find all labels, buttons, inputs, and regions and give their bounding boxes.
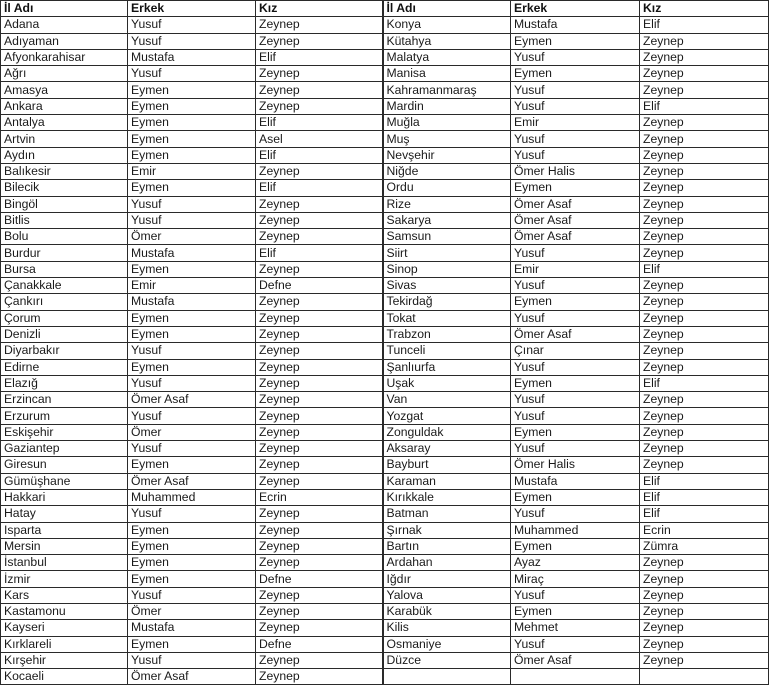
boy-name-cell: Mustafa <box>128 620 256 636</box>
province-cell: Bartın <box>383 538 511 554</box>
province-cell: Batman <box>383 506 511 522</box>
boy-name-cell: Miraç <box>511 571 640 587</box>
province-cell: Uşak <box>383 375 511 391</box>
girl-name-cell: Defne <box>256 278 383 294</box>
boy-name-cell: Eymen <box>128 457 256 473</box>
boy-name-cell: Eymen <box>128 636 256 652</box>
table-row <box>1 261 769 277</box>
table-row <box>1 196 769 212</box>
boy-name-cell: Yusuf <box>511 441 640 457</box>
boy-name-cell: Mustafa <box>511 473 640 489</box>
province-cell: Ağrı <box>1 66 128 82</box>
table-row <box>1 98 769 114</box>
table-row <box>1 473 769 489</box>
boy-name-cell: Yusuf <box>511 408 640 424</box>
girl-name-cell: Zeynep <box>640 343 769 359</box>
table-row <box>1 147 769 163</box>
girl-name-cell: Zeynep <box>640 115 769 131</box>
boy-name-cell: Yusuf <box>511 49 640 65</box>
province-cell: Elazığ <box>1 375 128 391</box>
province-cell: Ordu <box>383 180 511 196</box>
girl-name-cell: Zeynep <box>640 620 769 636</box>
province-cell: İstanbul <box>1 555 128 571</box>
province-cell: Samsun <box>383 229 511 245</box>
boy-name-cell: Yusuf <box>128 587 256 603</box>
province-cell: Afyonkarahisar <box>1 49 128 65</box>
boy-name-cell: Ömer Asaf <box>511 326 640 342</box>
province-cell: Edirne <box>1 359 128 375</box>
girl-name-cell: Zeynep <box>256 229 383 245</box>
province-cell: Kırklareli <box>1 636 128 652</box>
province-cell: Isparta <box>1 522 128 538</box>
girl-name-cell: Zümra <box>640 538 769 554</box>
table-row <box>1 163 769 179</box>
province-cell: Rize <box>383 196 511 212</box>
girl-name-cell: Elif <box>256 115 383 131</box>
boy-name-cell: Ömer <box>128 424 256 440</box>
boy-name-cell: Yusuf <box>511 131 640 147</box>
girl-name-cell: Elif <box>256 49 383 65</box>
table-row <box>1 571 769 587</box>
girl-name-cell: Elif <box>640 17 769 33</box>
girl-name-cell: Zeynep <box>256 441 383 457</box>
header-girl-right: Kız <box>640 1 769 17</box>
header-row <box>1 1 769 17</box>
girl-name-cell: Zeynep <box>640 147 769 163</box>
boy-name-cell: Emir <box>128 163 256 179</box>
boy-name-cell: Yusuf <box>128 33 256 49</box>
table-row <box>1 603 769 619</box>
province-cell: Hatay <box>1 506 128 522</box>
province-cell: Bayburt <box>383 457 511 473</box>
boy-name-cell: Eymen <box>511 33 640 49</box>
boy-name-cell: Mustafa <box>128 245 256 261</box>
girl-name-cell: Zeynep <box>640 229 769 245</box>
boy-name-cell: Eymen <box>128 538 256 554</box>
girl-name-cell <box>640 669 769 685</box>
girl-name-cell: Zeynep <box>256 392 383 408</box>
table-row <box>1 522 769 538</box>
province-cell: Antalya <box>1 115 128 131</box>
girl-name-cell: Zeynep <box>640 294 769 310</box>
boy-name-cell: Emir <box>511 115 640 131</box>
province-cell: Bilecik <box>1 180 128 196</box>
girl-name-cell: Zeynep <box>256 506 383 522</box>
girl-name-cell: Zeynep <box>640 408 769 424</box>
boy-name-cell: Mustafa <box>128 49 256 65</box>
boy-name-cell: Yusuf <box>511 147 640 163</box>
girl-name-cell: Zeynep <box>640 359 769 375</box>
girl-name-cell: Zeynep <box>640 49 769 65</box>
girl-name-cell: Zeynep <box>256 82 383 98</box>
girl-name-cell: Zeynep <box>256 17 383 33</box>
boy-name-cell: Yusuf <box>128 343 256 359</box>
table-row <box>1 294 769 310</box>
girl-name-cell: Zeynep <box>256 33 383 49</box>
girl-name-cell: Zeynep <box>640 587 769 603</box>
boy-name-cell: Mustafa <box>128 294 256 310</box>
table-row <box>1 49 769 65</box>
province-cell: Kilis <box>383 620 511 636</box>
girl-name-cell: Elif <box>640 506 769 522</box>
province-cell: Kocaeli <box>1 669 128 685</box>
girl-name-cell: Zeynep <box>640 66 769 82</box>
province-cell <box>383 669 511 685</box>
province-cell: Balıkesir <box>1 163 128 179</box>
girl-name-cell: Zeynep <box>640 571 769 587</box>
table-row <box>1 441 769 457</box>
table-row <box>1 636 769 652</box>
header-province-left: İl Adı <box>1 1 128 17</box>
province-cell: Giresun <box>1 457 128 473</box>
girl-name-cell: Zeynep <box>256 343 383 359</box>
province-cell: Bolu <box>1 229 128 245</box>
table-row <box>1 457 769 473</box>
boy-name-cell: Eymen <box>128 359 256 375</box>
header-province-right: İl Adı <box>383 1 511 17</box>
boy-name-cell: Eymen <box>128 310 256 326</box>
table-row <box>1 408 769 424</box>
girl-name-cell: Zeynep <box>256 163 383 179</box>
province-cell: Sinop <box>383 261 511 277</box>
province-cell: Kars <box>1 587 128 603</box>
boy-name-cell: Mustafa <box>511 17 640 33</box>
province-cell: Muğla <box>383 115 511 131</box>
province-cell: Şanlıurfa <box>383 359 511 375</box>
table-row <box>1 392 769 408</box>
girl-name-cell: Zeynep <box>640 180 769 196</box>
boy-name-cell: Yusuf <box>511 310 640 326</box>
girl-name-cell: Zeynep <box>640 33 769 49</box>
girl-name-cell: Zeynep <box>256 555 383 571</box>
girl-name-cell: Zeynep <box>640 424 769 440</box>
boy-name-cell: Mehmet <box>511 620 640 636</box>
province-cell: Bingöl <box>1 196 128 212</box>
table-row <box>1 375 769 391</box>
boy-name-cell: Ömer <box>128 603 256 619</box>
girl-name-cell: Elif <box>256 147 383 163</box>
province-cell: Mersin <box>1 538 128 554</box>
boy-name-cell: Yusuf <box>128 375 256 391</box>
province-cell: Erzincan <box>1 392 128 408</box>
table-row <box>1 669 769 685</box>
table-row <box>1 33 769 49</box>
header-boy-left: Erkek <box>128 1 256 17</box>
boy-name-cell: Eymen <box>128 131 256 147</box>
header-boy-right: Erkek <box>511 1 640 17</box>
boy-name-cell: Eymen <box>511 489 640 505</box>
boy-name-cell: Eymen <box>128 326 256 342</box>
province-cell: Trabzon <box>383 326 511 342</box>
province-cell: Gaziantep <box>1 441 128 457</box>
boy-name-cell: Eymen <box>128 147 256 163</box>
girl-name-cell: Ecrin <box>640 522 769 538</box>
province-cell: Sivas <box>383 278 511 294</box>
girl-name-cell: Zeynep <box>640 326 769 342</box>
table-row <box>1 555 769 571</box>
boy-name-cell: Yusuf <box>511 587 640 603</box>
province-cell: Aksaray <box>383 441 511 457</box>
girl-name-cell: Zeynep <box>640 131 769 147</box>
province-cell: Bursa <box>1 261 128 277</box>
province-cell: Düzce <box>383 652 511 668</box>
boy-name-cell: Emir <box>128 278 256 294</box>
table-row <box>1 652 769 668</box>
province-cell: Adıyaman <box>1 33 128 49</box>
girl-name-cell: Zeynep <box>256 587 383 603</box>
province-cell: Çanakkale <box>1 278 128 294</box>
province-cell: Kütahya <box>383 33 511 49</box>
girl-name-cell: Zeynep <box>256 424 383 440</box>
boy-name-cell: Eymen <box>128 522 256 538</box>
table-row <box>1 587 769 603</box>
province-cell: Yozgat <box>383 408 511 424</box>
girl-name-cell: Zeynep <box>256 359 383 375</box>
girl-name-cell: Zeynep <box>256 310 383 326</box>
girl-name-cell: Elif <box>640 98 769 114</box>
girl-name-cell: Zeynep <box>256 408 383 424</box>
province-cell: Burdur <box>1 245 128 261</box>
boy-name-cell: Yusuf <box>128 652 256 668</box>
boy-name-cell: Ömer <box>128 229 256 245</box>
province-cell: Niğde <box>383 163 511 179</box>
province-cell: Çorum <box>1 310 128 326</box>
province-cell: Osmaniye <box>383 636 511 652</box>
boy-name-cell: Eymen <box>511 538 640 554</box>
girl-name-cell: Zeynep <box>256 652 383 668</box>
girl-name-cell: Zeynep <box>640 82 769 98</box>
boy-name-cell: Yusuf <box>511 278 640 294</box>
girl-name-cell: Elif <box>640 473 769 489</box>
boy-name-cell: Eymen <box>128 261 256 277</box>
girl-name-cell: Zeynep <box>640 457 769 473</box>
table-row <box>1 131 769 147</box>
girl-name-cell: Zeynep <box>256 66 383 82</box>
province-cell: Erzurum <box>1 408 128 424</box>
girl-name-cell: Zeynep <box>256 522 383 538</box>
girl-name-cell: Zeynep <box>640 652 769 668</box>
province-cell: Hakkari <box>1 489 128 505</box>
province-cell: Yalova <box>383 587 511 603</box>
province-cell: İzmir <box>1 571 128 587</box>
boy-name-cell: Yusuf <box>128 17 256 33</box>
province-cell: Ardahan <box>383 555 511 571</box>
province-cell: Tunceli <box>383 343 511 359</box>
province-cell: Konya <box>383 17 511 33</box>
boy-name-cell: Yusuf <box>511 506 640 522</box>
girl-name-cell: Elif <box>640 489 769 505</box>
province-cell: Şırnak <box>383 522 511 538</box>
table-row <box>1 115 769 131</box>
girl-name-cell: Elif <box>640 261 769 277</box>
boy-name-cell: Muhammed <box>128 489 256 505</box>
boy-name-cell: Yusuf <box>128 196 256 212</box>
table-body <box>1 17 769 685</box>
table-row <box>1 359 769 375</box>
girl-name-cell: Defne <box>256 571 383 587</box>
table-row <box>1 506 769 522</box>
table-row <box>1 538 769 554</box>
boy-name-cell: Ömer Halis <box>511 457 640 473</box>
girl-name-cell: Zeynep <box>256 294 383 310</box>
boy-name-cell: Ömer Halis <box>511 163 640 179</box>
girl-name-cell: Ecrin <box>256 489 383 505</box>
province-cell: Karaman <box>383 473 511 489</box>
province-cell: Diyarbakır <box>1 343 128 359</box>
girl-name-cell: Elif <box>256 180 383 196</box>
table-row <box>1 343 769 359</box>
girl-name-cell: Zeynep <box>640 245 769 261</box>
girl-name-cell: Zeynep <box>256 212 383 228</box>
table-row <box>1 82 769 98</box>
province-cell: Ankara <box>1 98 128 114</box>
girl-name-cell: Zeynep <box>640 278 769 294</box>
boy-name-cell: Yusuf <box>511 636 640 652</box>
province-cell: Gümüşhane <box>1 473 128 489</box>
boy-name-cell: Yusuf <box>128 212 256 228</box>
girl-name-cell: Zeynep <box>640 636 769 652</box>
province-cell: Adana <box>1 17 128 33</box>
province-cell: Kırıkkale <box>383 489 511 505</box>
province-cell: Eskişehir <box>1 424 128 440</box>
boy-name-cell: Ömer Asaf <box>511 229 640 245</box>
girl-name-cell: Defne <box>256 636 383 652</box>
header-girl-left: Kız <box>256 1 383 17</box>
girl-name-cell: Zeynep <box>256 620 383 636</box>
boy-name-cell: Eymen <box>511 180 640 196</box>
boy-name-cell: Eymen <box>128 115 256 131</box>
boy-name-cell: Yusuf <box>128 408 256 424</box>
table-row <box>1 489 769 505</box>
boy-name-cell: Yusuf <box>511 392 640 408</box>
girl-name-cell: Zeynep <box>640 310 769 326</box>
boy-name-cell: Eymen <box>128 82 256 98</box>
province-cell: Kayseri <box>1 620 128 636</box>
province-cell: Aydın <box>1 147 128 163</box>
table-row <box>1 66 769 82</box>
boy-name-cell: Eymen <box>511 294 640 310</box>
province-cell: Siirt <box>383 245 511 261</box>
table-row <box>1 229 769 245</box>
girl-name-cell: Elif <box>640 375 769 391</box>
province-cell: Kahramanmaraş <box>383 82 511 98</box>
boy-name-cell: Yusuf <box>128 66 256 82</box>
boy-name-cell: Ömer Asaf <box>511 652 640 668</box>
table-row <box>1 326 769 342</box>
province-cell: Nevşehir <box>383 147 511 163</box>
table-row <box>1 17 769 33</box>
girl-name-cell: Zeynep <box>640 163 769 179</box>
boy-name-cell: Eymen <box>128 180 256 196</box>
girl-name-cell: Zeynep <box>256 669 383 685</box>
boy-name-cell: Muhammed <box>511 522 640 538</box>
boy-name-cell: Yusuf <box>128 441 256 457</box>
girl-name-cell: Zeynep <box>256 538 383 554</box>
province-cell: Amasya <box>1 82 128 98</box>
girl-name-cell: Zeynep <box>640 603 769 619</box>
boy-name-cell: Eymen <box>128 555 256 571</box>
boy-name-cell: Yusuf <box>511 82 640 98</box>
province-cell: Denizli <box>1 326 128 342</box>
girl-name-cell: Asel <box>256 131 383 147</box>
boy-name-cell <box>511 669 640 685</box>
girl-name-cell: Zeynep <box>256 261 383 277</box>
province-cell: Tokat <box>383 310 511 326</box>
province-cell: Malatya <box>383 49 511 65</box>
girl-name-cell: Elif <box>256 245 383 261</box>
girl-name-cell: Zeynep <box>256 326 383 342</box>
boy-name-cell: Yusuf <box>511 245 640 261</box>
boy-name-cell: Çınar <box>511 343 640 359</box>
girl-name-cell: Zeynep <box>640 441 769 457</box>
girl-name-cell: Zeynep <box>256 375 383 391</box>
girl-name-cell: Zeynep <box>640 212 769 228</box>
boy-name-cell: Eymen <box>511 424 640 440</box>
boy-name-cell: Ömer Asaf <box>511 196 640 212</box>
province-cell: Mardin <box>383 98 511 114</box>
table-row <box>1 620 769 636</box>
boy-name-cell: Ömer Asaf <box>511 212 640 228</box>
province-cell: Manisa <box>383 66 511 82</box>
table-row <box>1 278 769 294</box>
boy-name-cell: Eymen <box>511 603 640 619</box>
table-row <box>1 310 769 326</box>
table-row <box>1 245 769 261</box>
girl-name-cell: Zeynep <box>256 98 383 114</box>
province-cell: Çankırı <box>1 294 128 310</box>
boy-name-cell: Ömer Asaf <box>128 392 256 408</box>
province-cell: Muş <box>383 131 511 147</box>
table-row <box>1 424 769 440</box>
boy-name-cell: Eymen <box>511 375 640 391</box>
boy-name-cell: Ömer Asaf <box>128 473 256 489</box>
province-cell: Van <box>383 392 511 408</box>
girl-name-cell: Zeynep <box>640 196 769 212</box>
province-cell: Karabük <box>383 603 511 619</box>
province-cell: Tekirdağ <box>383 294 511 310</box>
boy-name-cell: Eymen <box>128 98 256 114</box>
province-cell: Artvin <box>1 131 128 147</box>
girl-name-cell: Zeynep <box>640 392 769 408</box>
province-cell: Bitlis <box>1 212 128 228</box>
girl-name-cell: Zeynep <box>256 473 383 489</box>
girl-name-cell: Zeynep <box>640 555 769 571</box>
boy-name-cell: Yusuf <box>128 506 256 522</box>
girl-name-cell: Zeynep <box>256 603 383 619</box>
table-row <box>1 180 769 196</box>
boy-name-cell: Yusuf <box>511 359 640 375</box>
boy-name-cell: Eymen <box>511 66 640 82</box>
province-cell: Zonguldak <box>383 424 511 440</box>
province-cell: Kastamonu <box>1 603 128 619</box>
boy-name-cell: Yusuf <box>511 98 640 114</box>
boy-name-cell: Ayaz <box>511 555 640 571</box>
province-cell: Kırşehir <box>1 652 128 668</box>
province-cell: Iğdır <box>383 571 511 587</box>
boy-name-cell: Emir <box>511 261 640 277</box>
boy-name-cell: Ömer Asaf <box>128 669 256 685</box>
girl-name-cell: Zeynep <box>256 457 383 473</box>
girl-name-cell: Zeynep <box>256 196 383 212</box>
table-row <box>1 212 769 228</box>
province-cell: Sakarya <box>383 212 511 228</box>
boy-name-cell: Eymen <box>128 571 256 587</box>
